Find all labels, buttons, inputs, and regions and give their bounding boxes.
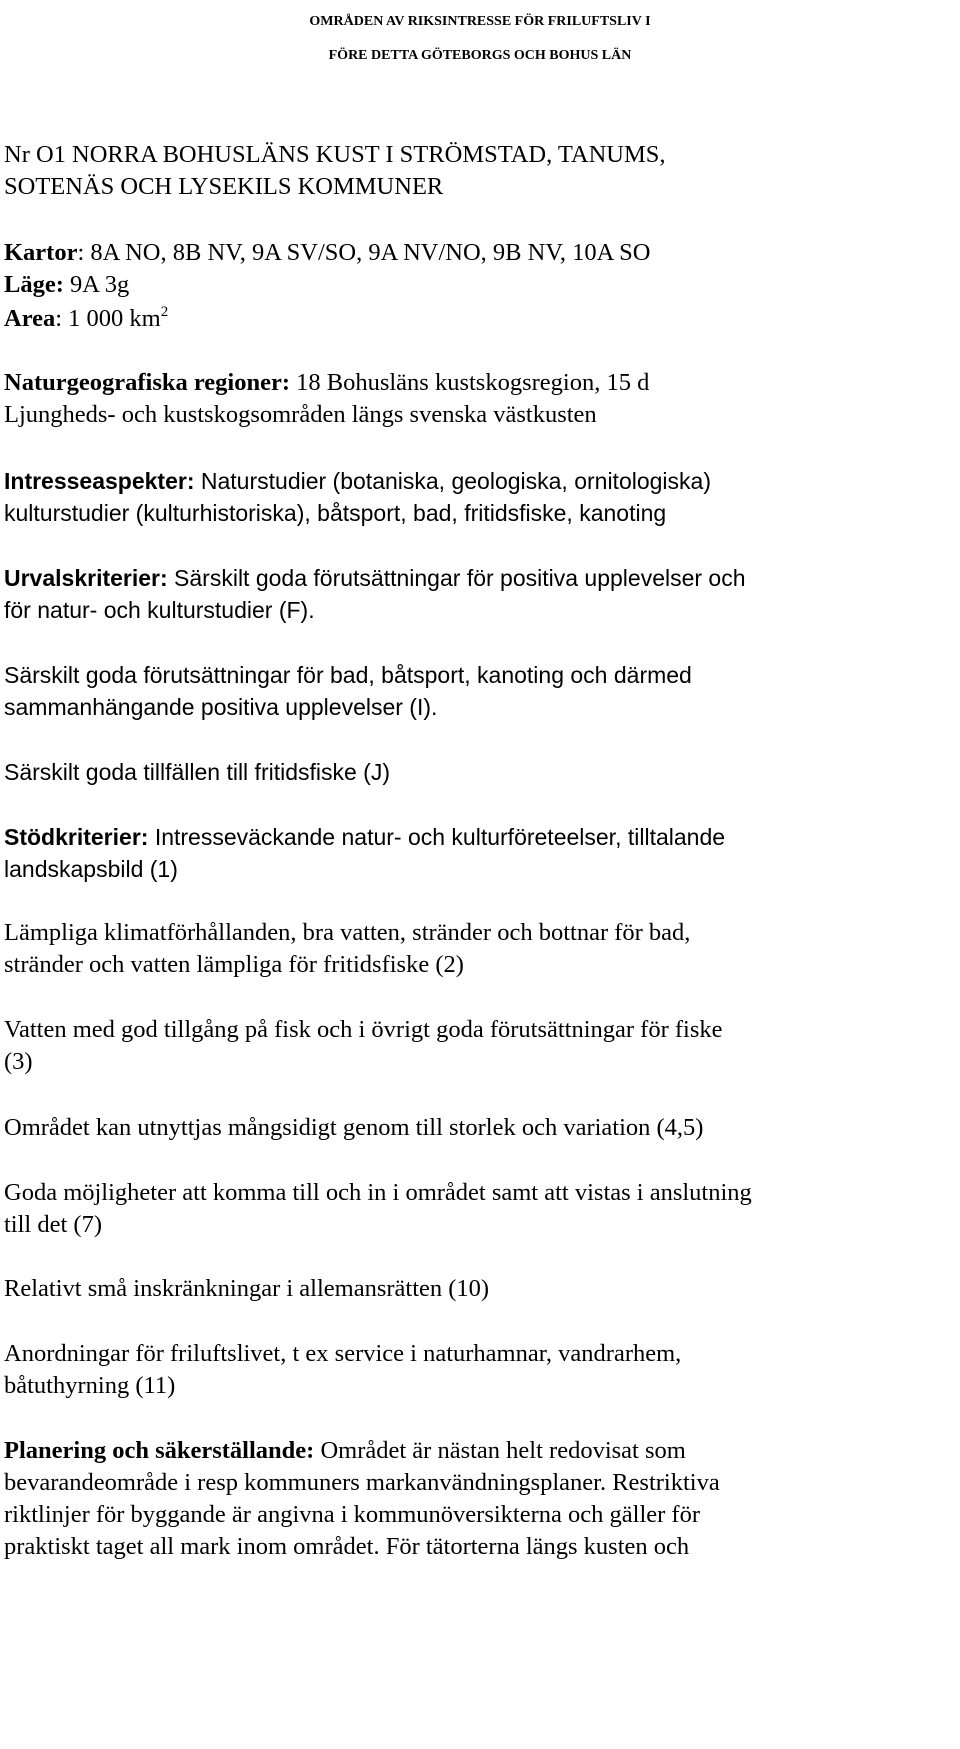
naturgeografiska-line-1: [4, 368, 649, 398]
kartor-label: Kartor: [4, 239, 78, 266]
urval-i-line-1: Särskilt goda förutsättningar för bad, båtsport, kanoting och därmed: [4, 662, 692, 688]
area-label: Area: [4, 305, 56, 332]
stodkriterier-line-2: landskapsbild (1): [4, 856, 178, 882]
intresseaspekter-label: Intresseaspekter:: [4, 468, 195, 494]
area-line: [4, 304, 168, 334]
intresseaspekter-line-1: [4, 466, 711, 496]
stod-11-line-2: båtuthyrning (11): [4, 1372, 176, 1399]
stod-45-line: Området kan utnyttjas mångsidigt genom till storlek och variation (4,5): [4, 1114, 704, 1141]
area-value: : 1 000 km: [55, 305, 161, 332]
planering-value: Området är nästan helt redovisat som: [314, 1437, 686, 1464]
planering-line-3: riktlinjer för byggande är angivna i kommunöversikterna och gäller för: [4, 1501, 700, 1528]
planering-line-4: praktiskt taget all mark inom området. För tätorterna längs kusten och: [4, 1533, 690, 1560]
stodkriterier-label: Stödkriterier:: [4, 824, 149, 850]
stod-7-line-2: till det (7): [4, 1211, 102, 1238]
stodkriterier-value: Intresseväckande natur- och kulturföreteelser, tilltalande: [148, 824, 726, 850]
urval-i-line-2: sammanhängande positiva upplevelser (I).: [4, 694, 438, 720]
intresseaspekter-line-2: kulturstudier (kulturhistoriska), båtsport, bad, fritidsfiske, kanoting: [4, 500, 667, 526]
kartor-value: : 8A NO, 8B NV, 9A SV/SO, 9A NV/NO, 9B NV, 10A SO: [77, 239, 651, 266]
stodkriterier-line-1: [4, 822, 725, 852]
intresseaspekter-value: Naturstudier (botaniska, geologiska, ornitologiska): [194, 468, 711, 494]
urvalskriterier-label: Urvalskriterier:: [4, 565, 168, 591]
lage-label: Läge:: [4, 271, 64, 298]
stod-11-line-1: Anordningar för friluftslivet, t ex service i naturhamnar, vandrarhem,: [4, 1340, 682, 1367]
area-heading-line-1: Nr O1 NORRA BOHUSLÄNS KUST I STRÖMSTAD, TANUMS,: [4, 141, 666, 168]
stod-10-line: Relativt små inskränkningar i allemansrätten (10): [4, 1275, 490, 1302]
document-title-line-2: FÖRE DETTA GÖTEBORGS OCH BOHUS LÄN: [328, 48, 632, 63]
document-title-line-1: OMRÅDEN AV RIKSINTRESSE FÖR FRILUFTSLIV I: [309, 14, 651, 29]
naturgeografiska-label: Naturgeografiska regioner:: [4, 369, 290, 396]
urvalskriterier-value: Särskilt goda förutsättningar för positiva upplevelser och: [167, 565, 746, 591]
planering-label: Planering och säkerställande:: [4, 1437, 315, 1464]
stod-2-line-2: stränder och vatten lämpliga för fritidsfiske (2): [4, 951, 464, 978]
stod-3-line-2: (3): [4, 1048, 33, 1075]
stod-3-line-1: Vatten med god tillgång på fisk och i övrigt goda förutsättningar för fiske: [4, 1016, 723, 1043]
kartor-line: [4, 238, 650, 268]
lage-line: [4, 270, 129, 300]
naturgeografiska-line-2: Ljungheds- och kustskogsområden längs svenska västkusten: [4, 401, 597, 428]
planering-line-1: [4, 1436, 686, 1466]
urvalskriterier-line-2: för natur- och kulturstudier (F).: [4, 597, 315, 623]
stod-7-line-1: Goda möjligheter att komma till och in i området samt att vistas i anslutning: [4, 1179, 752, 1206]
area-heading-line-2: SOTENÄS OCH LYSEKILS KOMMUNER: [4, 173, 444, 200]
area-unit-superscript: 2: [160, 304, 169, 320]
stod-2-line-1: Lämpliga klimatförhållanden, bra vatten, stränder och bottnar för bad,: [4, 919, 691, 946]
urvalskriterier-line-1: [4, 563, 746, 593]
naturgeografiska-value: 18 Bohusläns kustskogsregion, 15 d: [290, 369, 650, 396]
planering-line-2: bevarandeområde i resp kommuners markanvändningsplaner. Restriktiva: [4, 1469, 720, 1496]
urval-j-line: Särskilt goda tillfällen till fritidsfiske (J): [4, 759, 391, 785]
lage-value: 9A 3g: [63, 271, 130, 298]
